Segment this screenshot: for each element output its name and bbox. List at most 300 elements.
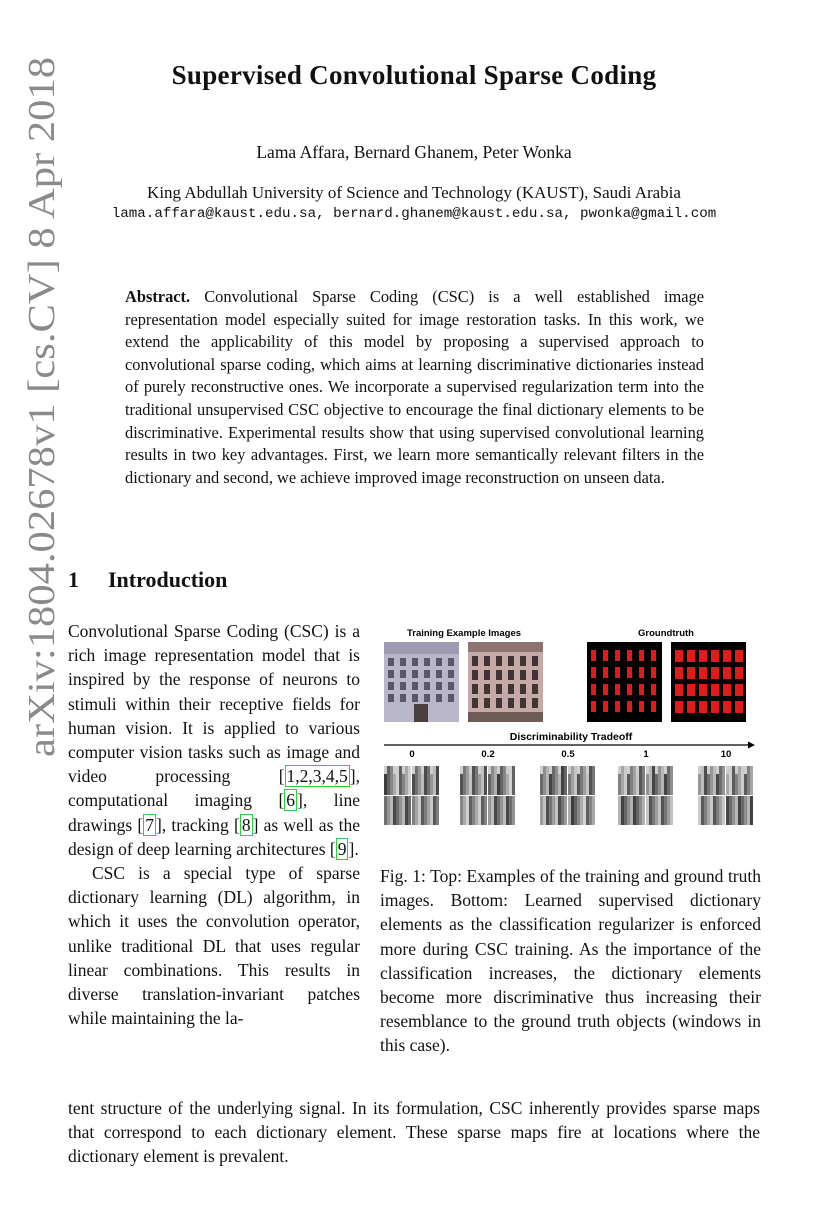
filter-stripe [549,796,552,825]
filter-stripe [408,766,411,795]
filter-stripe [488,774,491,795]
filter-stripe [509,796,512,825]
filter-stripe [589,796,592,825]
filter-stripe [710,766,713,795]
abstract [125,286,704,489]
groundtruth-window [735,667,743,679]
section-title: Introduction [108,567,228,592]
training-images-label: Training Example Images [406,628,522,639]
groundtruth-window [591,701,596,712]
window [496,656,502,666]
section-heading [68,567,227,593]
intro-text: Convolutional Sparse Coding (CSC) is a rich image representation model that is inspired by the response of neurons to stimuli within their receptive fields for human vision. It is applied to various computer vision tasks such as image and video processing [68,621,360,787]
filter-stripe [744,774,747,795]
filter-stripe [664,774,667,795]
filter-stripe [497,796,500,825]
filter-stripe [750,796,753,825]
filter-stripe [652,796,655,825]
filter-stripe [744,796,747,825]
window [424,682,430,690]
filter-stripe [387,796,390,825]
groundtruth-window [735,701,743,713]
filter-stripe [713,766,716,795]
filter-stripe [577,774,580,795]
filter-stripe [722,796,725,825]
filter-stripe [667,766,670,795]
filter-stripe [701,796,704,825]
filter-stripe [710,796,713,825]
filter-stripe [430,796,433,825]
window [424,670,430,678]
filter-stripe [390,796,393,825]
citation-link[interactable]: 7 [145,814,154,835]
filter-stripe [661,766,664,795]
filter-stripe [649,766,652,795]
groundtruth-image-2 [671,642,746,722]
filter-stripe [405,796,408,825]
filter-stripe [488,796,491,825]
groundtruth-window [627,667,632,678]
filter-stripe [655,774,658,795]
filter-stripe [652,766,655,795]
filter-stripe [571,796,574,825]
filter-stripe [670,796,673,825]
groundtruth-window [603,701,608,712]
filter-stripe [436,796,439,825]
groundtruth-window [687,667,695,679]
filter-stripe [646,796,649,825]
filter-stripe [624,766,627,795]
filter-stripe [621,796,624,825]
groundtruth-window [699,650,707,662]
filter-stripe [460,796,463,825]
filter-stripe [630,796,633,825]
filter-stripe [399,766,402,795]
filter-stripe [586,796,589,825]
tradeoff-tick-label: 1 [643,749,649,760]
filter-stripe [580,766,583,795]
groundtruth-window [591,684,596,695]
filter-stripe [574,766,577,795]
window [520,656,526,666]
window [532,698,538,708]
filter-stripe [664,796,667,825]
filter-stripe [387,766,390,795]
filter-stripe [661,796,664,825]
filter-stripe [592,796,595,825]
window [424,658,430,666]
filter-stripe [466,766,469,795]
filter-stripe [430,774,433,795]
affiliation: King Abdullah University of Science and Technology (KAUST), Saudi Arabia [147,183,681,202]
groundtruth-window [723,650,731,662]
filter-stripe [583,796,586,825]
filter-stripe [667,796,670,825]
groundtruth-window [675,667,683,679]
window [508,698,514,708]
filter-stripe [472,766,475,795]
intro-text: , computational imaging [68,766,360,811]
filter-stripe [735,796,738,825]
intro-text: as well as the design of deep learning architectures [68,814,360,859]
filter-stripe [658,796,661,825]
filter-stripe [418,796,421,825]
filter-stripe [750,766,753,795]
window [472,670,478,680]
window [532,684,538,694]
groundtruth-window [699,701,707,713]
filter-stripe [415,796,418,825]
groundtruth-window [591,650,596,661]
filter-stripe [491,766,494,795]
filter-stripe [713,796,716,825]
filter-stripe [561,796,564,825]
filter-stripe [424,766,427,795]
groundtruth-window [723,701,731,713]
filter-stripe [390,766,393,795]
citation-link[interactable]: 8 [241,814,251,835]
window [400,670,406,678]
window [412,670,418,678]
tradeoff-tick-label: 0 [409,749,415,760]
filter-stripe [568,796,571,825]
filter-stripe [558,796,561,825]
groundtruth-window [699,667,707,679]
filter-stripe [433,766,436,795]
window [472,684,478,694]
groundtruth-window [711,684,719,696]
filter-stripe [509,766,512,795]
paper-title: Supervised Convolutional Sparse Coding [171,60,657,90]
filter-stripe [564,766,567,795]
training-image-1 [384,642,459,722]
filter-stripe [408,796,411,825]
filter-stripe [621,766,624,795]
filter-stripe [475,766,478,795]
filter-stripe [704,796,707,825]
filter-stripe [466,796,469,825]
training-image-2 [468,642,543,722]
filter-stripe [396,796,399,825]
filter-stripe [393,774,396,795]
intro-paragraph-1: Convolutional Sparse Coding (CSC) is a rich image representation model that is inspired by the response of neurons to stimuli within their receptive fields for human vision. It is applied to various computer vision tasks such as image and video processing [ 1,2,3,4,5 ], computational imaging [ 6 ], line drawings [ 7 ], tracking [ 8 ] as well as the design of deep learning architectures [ 9 ]. [68,621,360,859]
window [508,670,514,680]
filter-stripe [633,766,636,795]
window [400,694,406,702]
groundtruth-window [639,684,644,695]
filter-stripe [396,766,399,795]
window [388,682,394,690]
filter-stripe [427,766,430,795]
filter-stripe [469,796,472,825]
filter-stripe [747,796,750,825]
filter-stripe [503,796,506,825]
intro-paragraph-2-continued: tent structure of the underlying signal. In its formulation, CSC inherently provides sparse maps that correspond to each dictionary element. These sparse maps fire at locations where the dictionary element is prevalent. [68,1098,760,1167]
citation-link[interactable]: 6 [286,790,296,811]
filter-stripe [624,796,627,825]
tradeoff-tick-label: 10 [720,749,732,760]
window [484,684,490,694]
figure-graphic [380,620,762,850]
intro-paragraph-2: CSC is a special type of sparse dictionary learning (DL) algorithm, in which it uses the convolution operator, unlike traditional DL that uses regular linear combinations. This results in diverse translation-invariant patches while maintaining the la- [68,863,360,1029]
filter-stripe [586,774,589,795]
groundtruth-window [591,667,596,678]
groundtruth-window [651,667,656,678]
filter-stripe [618,796,621,825]
filter-stripe [726,796,729,825]
groundtruth-window [639,650,644,661]
groundtruth-window [651,701,656,712]
filter-stripe [500,766,503,795]
groundtruth-window [699,684,707,696]
window [388,694,394,702]
intro-text: , line drawings [68,790,360,835]
window [448,670,454,678]
filter-stripe [732,766,735,795]
window [448,694,454,702]
filter-stripe [558,774,561,795]
intro-text: . [354,838,359,859]
window [508,684,514,694]
groundtruth-window [615,650,620,661]
section-number: 1 [68,567,79,592]
filter-stripe [546,766,549,795]
filter-stripe [491,796,494,825]
filter-stripe [642,766,645,795]
filter-stripe [630,766,633,795]
window [412,694,418,702]
filter-stripe [655,796,658,825]
window [484,656,490,666]
filter-stripe [552,796,555,825]
filter-stripe [583,766,586,795]
window [496,698,502,708]
filter-stripe [475,796,478,825]
tradeoff-tick-label: 0.2 [481,749,495,760]
filter-stripe [418,766,421,795]
filter-stripe [636,796,639,825]
filter-stripe [649,796,652,825]
filter-stripe [478,796,481,825]
window [484,670,490,680]
groundtruth-window [735,650,743,662]
filter-stripe [636,774,639,795]
filter-stripe [639,796,642,825]
filter-stripe [497,774,500,795]
groundtruth-window [615,701,620,712]
filter-stripe [729,766,732,795]
filter-stripe [732,796,735,825]
filter-stripe [463,766,466,795]
filter-stripe [698,774,701,795]
groundtruth-window [687,684,695,696]
window [400,682,406,690]
filter-stripe [592,766,595,795]
filter-stripe [627,774,630,795]
filter-stripe [412,796,415,825]
filter-stripe [707,774,710,795]
filter-stripe [741,766,744,795]
filter-stripe [670,766,673,795]
groundtruth-window [603,684,608,695]
filter-stripe [549,774,552,795]
filter-stripe [726,774,729,795]
filter-stripe [716,774,719,795]
figure-caption: Fig. 1: Top: Examples of the training and ground truth images. Bottom: Learned supervised dictionary elements as the classification regularizer is enforced more during CSC training. As the importance of the classification increases, the dictionary elements become more discriminative thus increasing their resemblance to the ground truth objects (windows in this case). [380,866,761,1056]
filter-stripe [577,796,580,825]
window [496,670,502,680]
dictionary-elements [698,766,753,825]
groundtruth-window [651,684,656,695]
filter-stripe [741,796,744,825]
abstract-text: Convolutional Sparse Coding (CSC) is a well established image representation model especially suited for image restoration tasks. In this work, we extend the applicability of this model by proposing a supervised approach to convolutional sparse coding, which aims at learning discriminative dictionaries instead of purely reconstructive ones. We incorporate a supervised regularization term into the traditional unsupervised CSC objective to encourage the final dictionary elements to be discriminative. Experimental results show that using supervised convolutional learning results in two key advantages. First, we learn more semantically relevant filters in the dictionary and second, we achieve improved image reconstruction on unseen data. [125,287,704,487]
window [532,656,538,666]
window [448,658,454,666]
filter-stripe [642,796,645,825]
groundtruth-window [723,684,731,696]
groundtruth-window [687,650,695,662]
filter-stripe [384,796,387,825]
filter-stripe [698,796,701,825]
groundtruth-window [711,667,719,679]
filter-stripe [506,796,509,825]
window [496,684,502,694]
filter-stripe [658,766,661,795]
filter-stripe [436,766,439,795]
window [424,694,430,702]
groundtruth-window [627,684,632,695]
filter-stripe [540,774,543,795]
filter-stripe [738,766,741,795]
filter-stripe [460,774,463,795]
window [532,670,538,680]
filter-stripe [735,774,738,795]
filter-stripe [555,796,558,825]
filter-stripe [543,796,546,825]
window [412,682,418,690]
filter-stripe [627,796,630,825]
filter-stripe [399,796,402,825]
filter-stripe [574,796,577,825]
filter-stripe [478,774,481,795]
filter-stripe [701,766,704,795]
citation-link[interactable]: 1,2,3,4,5 [286,766,348,787]
filter-stripe [469,774,472,795]
filter-stripe [589,766,592,795]
window [484,698,490,708]
filter-stripe [424,796,427,825]
groundtruth-window [603,667,608,678]
window [520,670,526,680]
filter-stripe [564,796,567,825]
intro-text: , tracking [161,814,234,835]
filter-stripe [561,766,564,795]
window [472,698,478,708]
filter-stripe [500,796,503,825]
groundtruth-window [675,650,683,662]
groundtruth-window [627,650,632,661]
groundtruth-window [627,701,632,712]
filter-stripe [568,774,571,795]
window [520,698,526,708]
emails: lama.affara@kaust.edu.sa, bernard.ghanem@kaust.edu.sa, pwonka@gmail.com [111,206,717,222]
groundtruth-window [723,667,731,679]
abstract-label: Abstract. [125,287,191,306]
filter-stripe [722,766,725,795]
filter-stripe [412,774,415,795]
window [436,694,442,702]
filter-stripe [427,796,430,825]
authors: Lama Affara, Bernard Ghanem, Peter Wonka [256,142,572,162]
filter-stripe [384,774,387,795]
groundtruth-window [651,650,656,661]
filter-stripe [472,796,475,825]
filter-stripe [415,766,418,795]
window [436,682,442,690]
filter-stripe [405,766,408,795]
groundtruth-window [687,701,695,713]
filter-stripe [481,796,484,825]
filter-stripe [512,796,515,825]
dictionary-elements [618,766,673,825]
groundtruth-window [735,684,743,696]
groundtruth-window [675,701,683,713]
groundtruth-image-1 [587,642,662,722]
groundtruth-window [615,667,620,678]
filter-stripe [747,766,750,795]
tradeoff-tick-label: 0.5 [561,749,575,760]
window [400,658,406,666]
groundtruth-window [675,684,683,696]
filter-stripe [580,796,583,825]
window [412,658,418,666]
filter-stripe [571,766,574,795]
filter-stripe [402,796,405,825]
window [472,656,478,666]
window [388,658,394,666]
window [436,670,442,678]
groundtruth-window [711,701,719,713]
filter-stripe [421,796,424,825]
dictionary-elements [540,766,595,825]
arxiv-stamp-text: arXiv:1804.02678v1 [cs.CV] 8 Apr 2018 [21,132,63,757]
filter-stripe [402,774,405,795]
dictionary-elements [460,766,515,825]
filter-stripe [484,796,487,825]
filter-stripe [618,774,621,795]
filter-stripe [512,766,515,795]
filter-stripe [421,774,424,795]
filter-stripe [716,796,719,825]
citation-link[interactable]: 9 [337,838,347,859]
filter-stripe [552,766,555,795]
filter-stripe [707,796,710,825]
filter-stripe [704,766,707,795]
filter-stripe [543,766,546,795]
filter-stripe [503,766,506,795]
filter-stripe [729,796,732,825]
window [508,656,514,666]
dictionary-elements [384,766,439,825]
filter-stripe [484,766,487,795]
groundtruth-label: Groundtruth [638,628,694,639]
filter-stripe [639,766,642,795]
filter-stripe [646,774,649,795]
filter-stripe [494,796,497,825]
figure-1 [380,620,762,850]
filter-stripe [555,766,558,795]
filter-stripe [719,766,722,795]
